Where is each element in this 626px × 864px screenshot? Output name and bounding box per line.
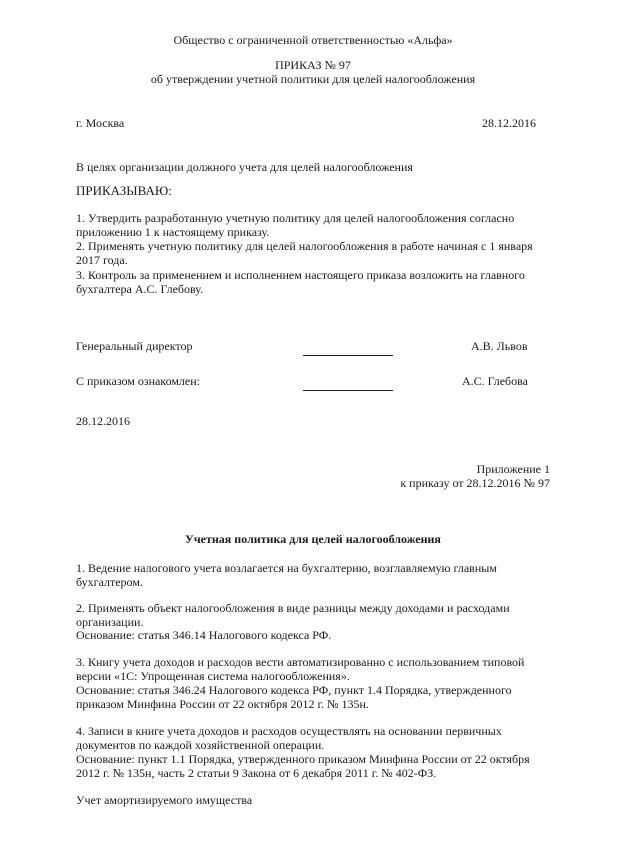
director-signature-line [303,355,393,356]
city: г. Москва [76,116,125,130]
policy-item-3-line-2: версии «1С: Упрощенная система налогообложения». [76,669,350,683]
policy-item-2-basis: Основание: статья 346.14 Налогового кодекса РФ. [76,628,332,642]
acquainted-name: А.С. Глебова [462,374,528,388]
acquainted-signature-line [303,390,393,391]
depreciation-heading: Учет амортизируемого имущества [76,793,253,807]
organization-name: Общество с ограниченной ответственностью «Альфа» [173,33,453,47]
order-item-1-line-2: приложению 1 к настоящему приказу. [76,225,270,239]
policy-item-4-basis-line-2: 2012 г. № 135н, часть 2 статьи 9 Закона от 6 декабря 2011 г. № 402-ФЗ. [76,766,437,780]
order-date: 28.12.2016 [482,116,536,130]
policy-item-4-line-2: документов по каждой хозяйственной операции. [76,738,325,752]
appendix-label: Приложение 1 [476,462,550,476]
order-item-1-line-1: 1. Утвердить разработанную учетную политику для целей налогообложения согласно [76,211,515,225]
policy-item-3-basis-line-1: Основание: статья 346.24 Налогового кодекса РФ, пункт 1.4 Порядка, утвержденного [76,683,512,697]
order-subject: об утверждении учетной политики для целей налогообложения [150,72,476,86]
order-item-2-line-2: 2017 года. [76,253,128,267]
policy-item-1-line-2: бухгалтером. [76,575,143,589]
order-title: ПРИКАЗ № 97 [275,58,351,72]
order-item-2-line-1: 2. Применять учетную политику для целей налогообложения в работе начиная с 1 января [76,239,533,253]
policy-title: Учетная политика для целей налогообложения [185,532,441,546]
director-label: Генеральный директор [76,339,193,353]
order-item-3-line-2: бухгалтера А.С. Глебову. [76,282,204,296]
policy-item-1-line-1: 1. Ведение налогового учета возлагается на бухгалтерию, возглавляемую главным [76,561,497,575]
director-name: А.В. Львов [471,339,528,353]
policy-item-2-line-2: организации. [76,615,144,629]
policy-item-3-basis-line-2: приказом Минфина России от 22 октября 2012 г. № 135н. [76,697,369,711]
order-word: ПРИКАЗЫВАЮ: [76,183,172,198]
policy-item-2-line-1: 2. Применять объект налогообложения в виде разницы между доходами и расходами [76,601,510,615]
preamble: В целях организации должного учета для целей налогообложения [76,160,413,174]
order-item-3-line-1: 3. Контроль за применением и исполнением настоящего приказа возложить на главного [76,268,525,282]
sign-date: 28.12.2016 [76,414,130,428]
policy-item-4-line-1: 4. Записи в книге учета доходов и расходов осуществлять на основании первичных [76,724,502,738]
appendix-reference: к приказу от 28.12.2016 № 97 [400,476,550,490]
acquainted-label: С приказом ознакомлен: [76,374,201,388]
policy-item-3-line-1: 3. Книгу учета доходов и расходов вести автоматизированно с использованием типовой [76,655,525,669]
policy-item-4-basis-line-1: Основание: пункт 1.1 Порядка, утвержденного приказом Минфина России от 22 октября [76,752,530,766]
